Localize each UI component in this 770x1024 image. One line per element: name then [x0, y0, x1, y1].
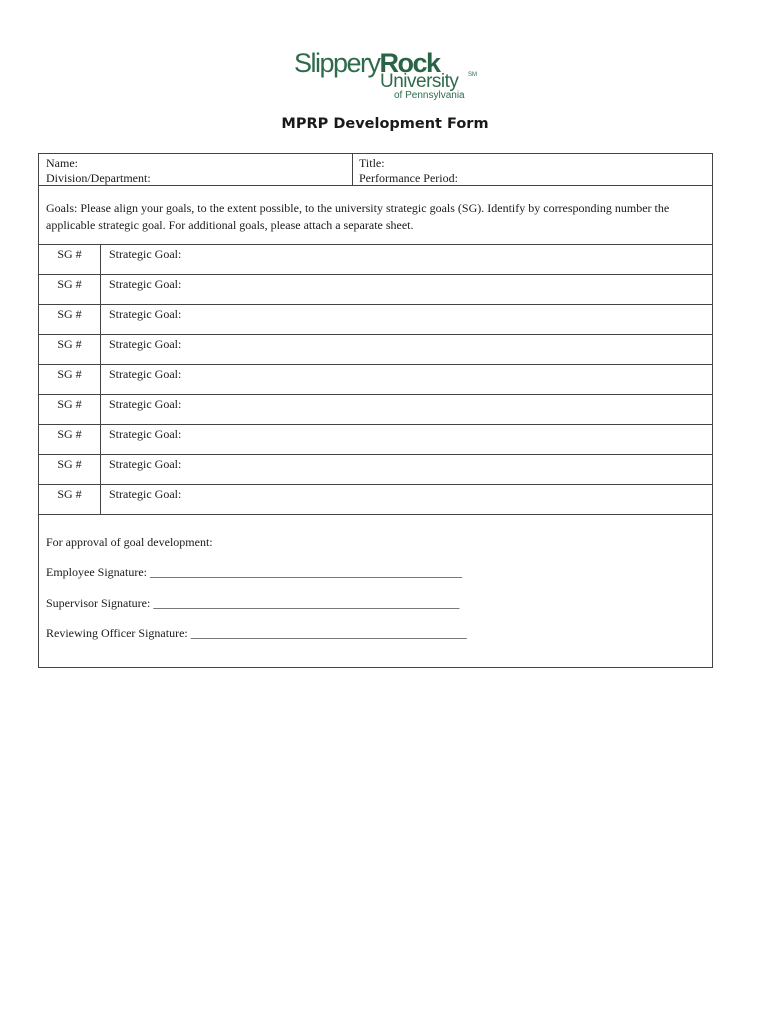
sg-number-cell[interactable]: SG #	[39, 245, 101, 274]
form-header	[39, 154, 712, 186]
logo-state: of Pennsylvania	[394, 90, 465, 101]
sg-number-cell[interactable]: SG #	[39, 275, 101, 304]
goal-row[interactable]	[39, 364, 712, 394]
logo-wordmark: SlipperyRock	[294, 48, 440, 78]
goal-row[interactable]	[39, 274, 712, 304]
supervisor-signature-line[interactable]: Supervisor Signature: ___________________________________________________	[46, 596, 460, 610]
goal-row[interactable]	[39, 454, 712, 484]
strategic-goal-cell[interactable]: Strategic Goal:	[109, 337, 182, 351]
logo-trademark: SM	[468, 72, 477, 78]
goal-row[interactable]	[39, 484, 712, 515]
period-field[interactable]: Performance Period:	[359, 171, 458, 185]
goal-row[interactable]	[39, 244, 712, 274]
form-title: MPRP Development Form	[281, 116, 489, 132]
sg-number-cell[interactable]: SG #	[39, 425, 101, 454]
approval-heading: For approval of goal development:	[46, 535, 213, 549]
development-form	[38, 153, 713, 668]
sg-number-cell[interactable]: SG #	[39, 305, 101, 334]
goal-table	[39, 244, 712, 515]
goal-row[interactable]	[39, 334, 712, 364]
employee-signature-line[interactable]: Employee Signature: ____________________________________________________	[46, 565, 462, 579]
goals-instructions: Goals: Please align your goals, to the extent possible, to the university strategic goals (SG). Identify by corresponding number the applicable strategic goal. For additional goals, please attach a separate sheet.	[46, 201, 670, 232]
sg-number-cell[interactable]: SG #	[39, 485, 101, 514]
goal-row[interactable]	[39, 424, 712, 454]
strategic-goal-cell[interactable]: Strategic Goal:	[109, 277, 182, 291]
sg-number-cell[interactable]: SG #	[39, 365, 101, 394]
goal-row[interactable]	[39, 304, 712, 334]
division-field[interactable]: Division/Department:	[46, 171, 151, 185]
strategic-goal-cell[interactable]: Strategic Goal:	[109, 487, 182, 501]
reviewing-officer-signature-line[interactable]: Reviewing Officer Signature: ______________________________________________	[46, 626, 467, 640]
header-divider	[352, 154, 353, 185]
sg-number-cell[interactable]: SG #	[39, 335, 101, 364]
title-field[interactable]: Title:	[359, 156, 385, 170]
strategic-goal-cell[interactable]: Strategic Goal:	[109, 457, 182, 471]
strategic-goal-cell[interactable]: Strategic Goal:	[109, 427, 182, 441]
logo-university: University	[380, 71, 459, 92]
university-logo	[292, 48, 482, 104]
goal-row[interactable]	[39, 394, 712, 424]
sg-number-cell[interactable]: SG #	[39, 395, 101, 424]
strategic-goal-cell[interactable]: Strategic Goal:	[109, 307, 182, 321]
sg-number-cell[interactable]: SG #	[39, 455, 101, 484]
strategic-goal-cell[interactable]: Strategic Goal:	[109, 397, 182, 411]
name-field[interactable]: Name:	[46, 156, 78, 170]
strategic-goal-cell[interactable]: Strategic Goal:	[109, 367, 182, 381]
strategic-goal-cell[interactable]: Strategic Goal:	[109, 247, 182, 261]
